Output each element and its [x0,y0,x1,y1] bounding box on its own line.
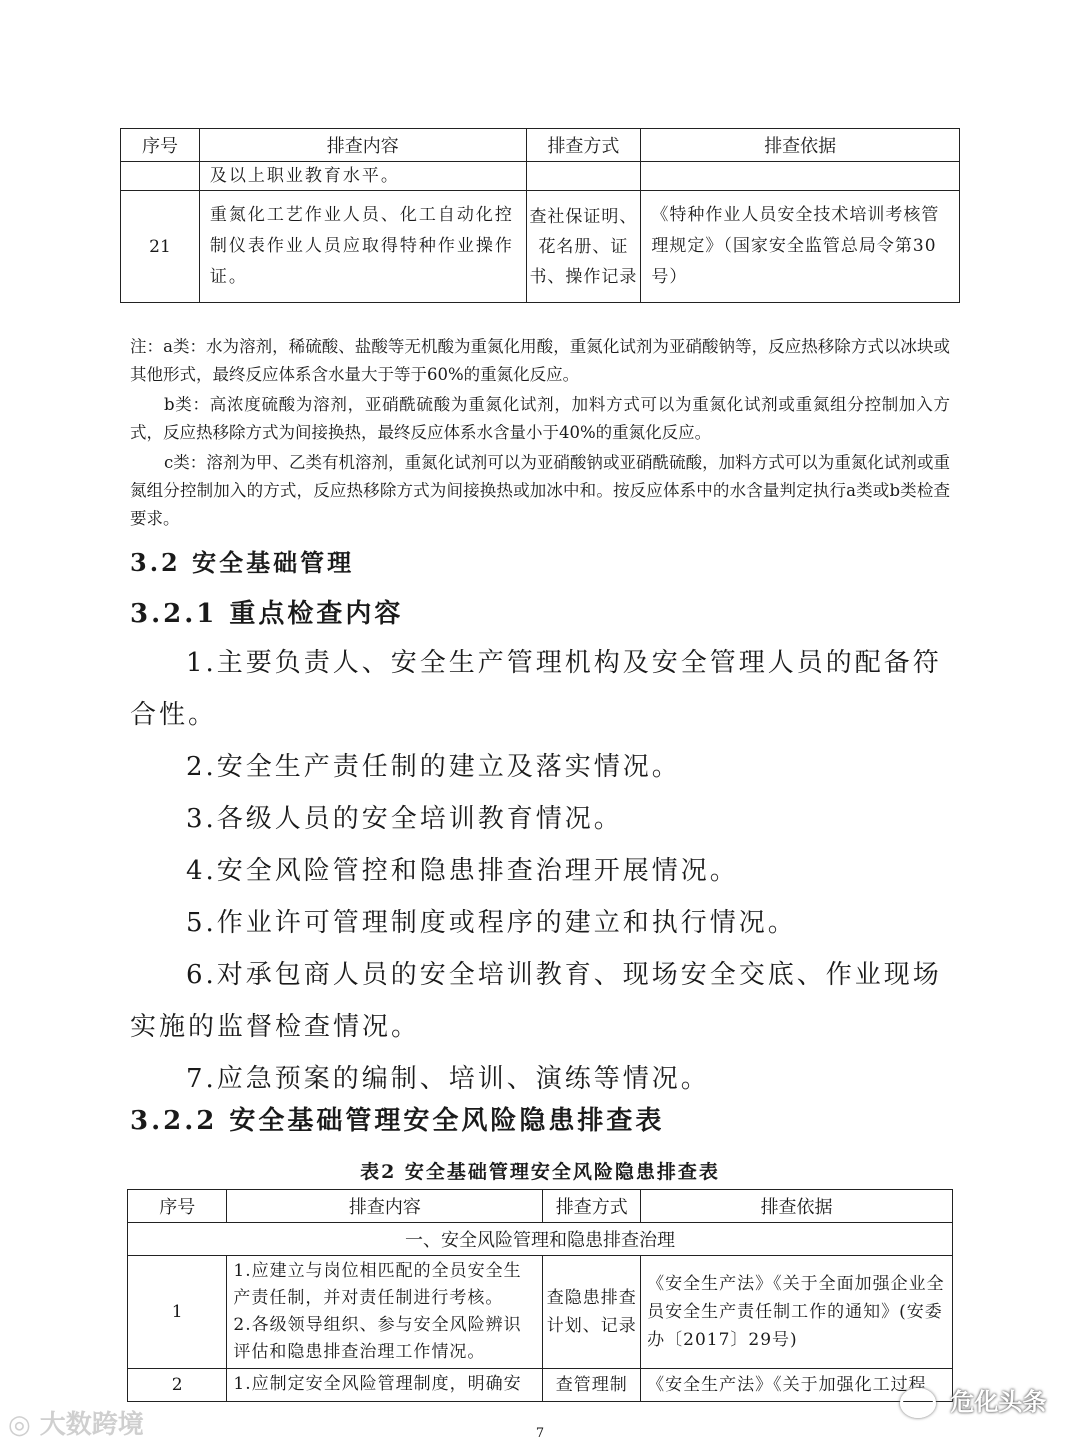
list-item: 2.安全生产责任制的建立及落实情况。 [186,752,681,782]
table-header-row [128,1190,953,1223]
list-item: 7.应急预案的编制、培训、演练等情况。 [186,1064,710,1094]
table-section-row [128,1223,953,1256]
cell-seq [121,162,200,191]
list-item: 4.安全风险管控和隐患排查治理开展情况。 [186,856,739,886]
header-content: 排查内容 [199,129,526,162]
section-heading-3-2: 3.2 安全基础管理 [130,548,355,577]
cell-content: 及以上职业教育水平。 [199,162,526,191]
cell-basis [641,162,960,191]
safety-management-table [127,1189,953,1402]
table-row [121,162,960,191]
table-header-row [121,129,960,162]
table-row [128,1369,953,1402]
cell-content: 重氮化工艺作业人员、化工自动化控制仪表作业人员应取得特种作业操作证。 [199,191,526,303]
header-basis: 排查依据 [641,1190,953,1223]
cell-method: 查社保证明、花名册、证书、操作记录 [526,191,641,303]
header-content: 排查内容 [227,1190,543,1223]
cell-basis: 《特种作业人员安全技术培训考核管理规定》（国家安全监管总局令第30号） [641,191,960,303]
list-item: 6.对承包商人员的安全培训教育、现场安全交底、作业现场实施的监督检查情况。 [130,960,942,1042]
cell-basis: 《安全生产法》《关于全面加强企业全员安全生产责任制工作的通知》(安委办〔2017〕29号) [641,1256,953,1369]
cell-method: 查隐患排查计划、记录 [543,1256,641,1369]
cell-seq: 2 [128,1369,227,1402]
watermark-left-text: 大数跨境 [39,1410,144,1440]
cell-seq: 1 [128,1256,227,1369]
header-basis: 排查依据 [641,129,960,162]
header-seq: 序号 [128,1190,227,1223]
note-b: b类：高浓度硫酸为溶剂，亚硝酰硫酸为重氮化试剂，加料方式可以为重氮化试剂或重氮组分控制加入方式，反应热移除方式为间接换热，最终反应体系水含量小于40%的重氮化反应。 [130,395,950,442]
section-heading-3-2-1: 3.2.1 重点检查内容 [130,599,404,629]
weibo-icon: ◎ [8,1410,31,1440]
page-number: 7 [535,1426,545,1441]
watermark-right-text: 危化头条 [950,1388,1047,1416]
cell-basis: 《安全生产法》《关于加强化工过程 [641,1369,953,1402]
cell-content [227,1256,543,1369]
list-item: 3.各级人员的安全培训教育情况。 [186,804,623,834]
content-line: 2.各级领导组织、参与安全风险辨识评估和隐患排查治理工作情况。 [233,1315,522,1362]
table-notes [130,333,950,533]
section-title: 一、安全风险管理和隐患排查治理 [128,1223,953,1256]
content-line: 1.应建立与岗位相匹配的全员安全生产责任制，并对责任制进行考核。 [233,1261,522,1308]
cell-seq: 21 [121,191,200,303]
note-c: c类：溶剂为甲、乙类有机溶剂，重氮化试剂可以为亚硝酸钠或亚硝酰硫酸，加料方式可以为重氮化试剂或重氮组分控制加入的方式，反应热移除方式为间接换热或加冰中和。按反应体系中的水含量判定执行a类或b类检查要求。 [130,453,950,528]
note-a: 注：a类：水为溶剂，稀硫酸、盐酸等无机酸为重氮化用酸，重氮化试剂为亚硝酸钠等，反应热移除方式以冰块或其他形式，最终反应体系含水量大于等于60%的重氮化反应。 [130,337,950,384]
section-heading-3-2-2: 3.2.2 安全基础管理安全风险隐患排查表 [130,1106,665,1136]
wechat-icon [900,1388,936,1418]
table-caption: 表2 安全基础管理安全风险隐患排查表 [360,1161,720,1183]
list-item: 5.作业许可管理制度或程序的建立和执行情况。 [186,908,797,938]
header-method: 排查方式 [543,1190,641,1223]
key-check-list [130,637,950,1105]
watermark-right [900,1382,1046,1418]
table-row [121,191,960,303]
cell-method: 查管理制 [543,1369,641,1402]
header-seq: 序号 [121,129,200,162]
list-item: 1.主要负责人、安全生产管理机构及安全管理人员的配备符合性。 [130,648,942,730]
cell-method [526,162,641,191]
inspection-table-continued [120,128,960,303]
table-row [128,1256,953,1369]
cell-content: 1.应制定安全风险管理制度，明确安 [227,1369,543,1402]
header-method: 排查方式 [526,129,641,162]
